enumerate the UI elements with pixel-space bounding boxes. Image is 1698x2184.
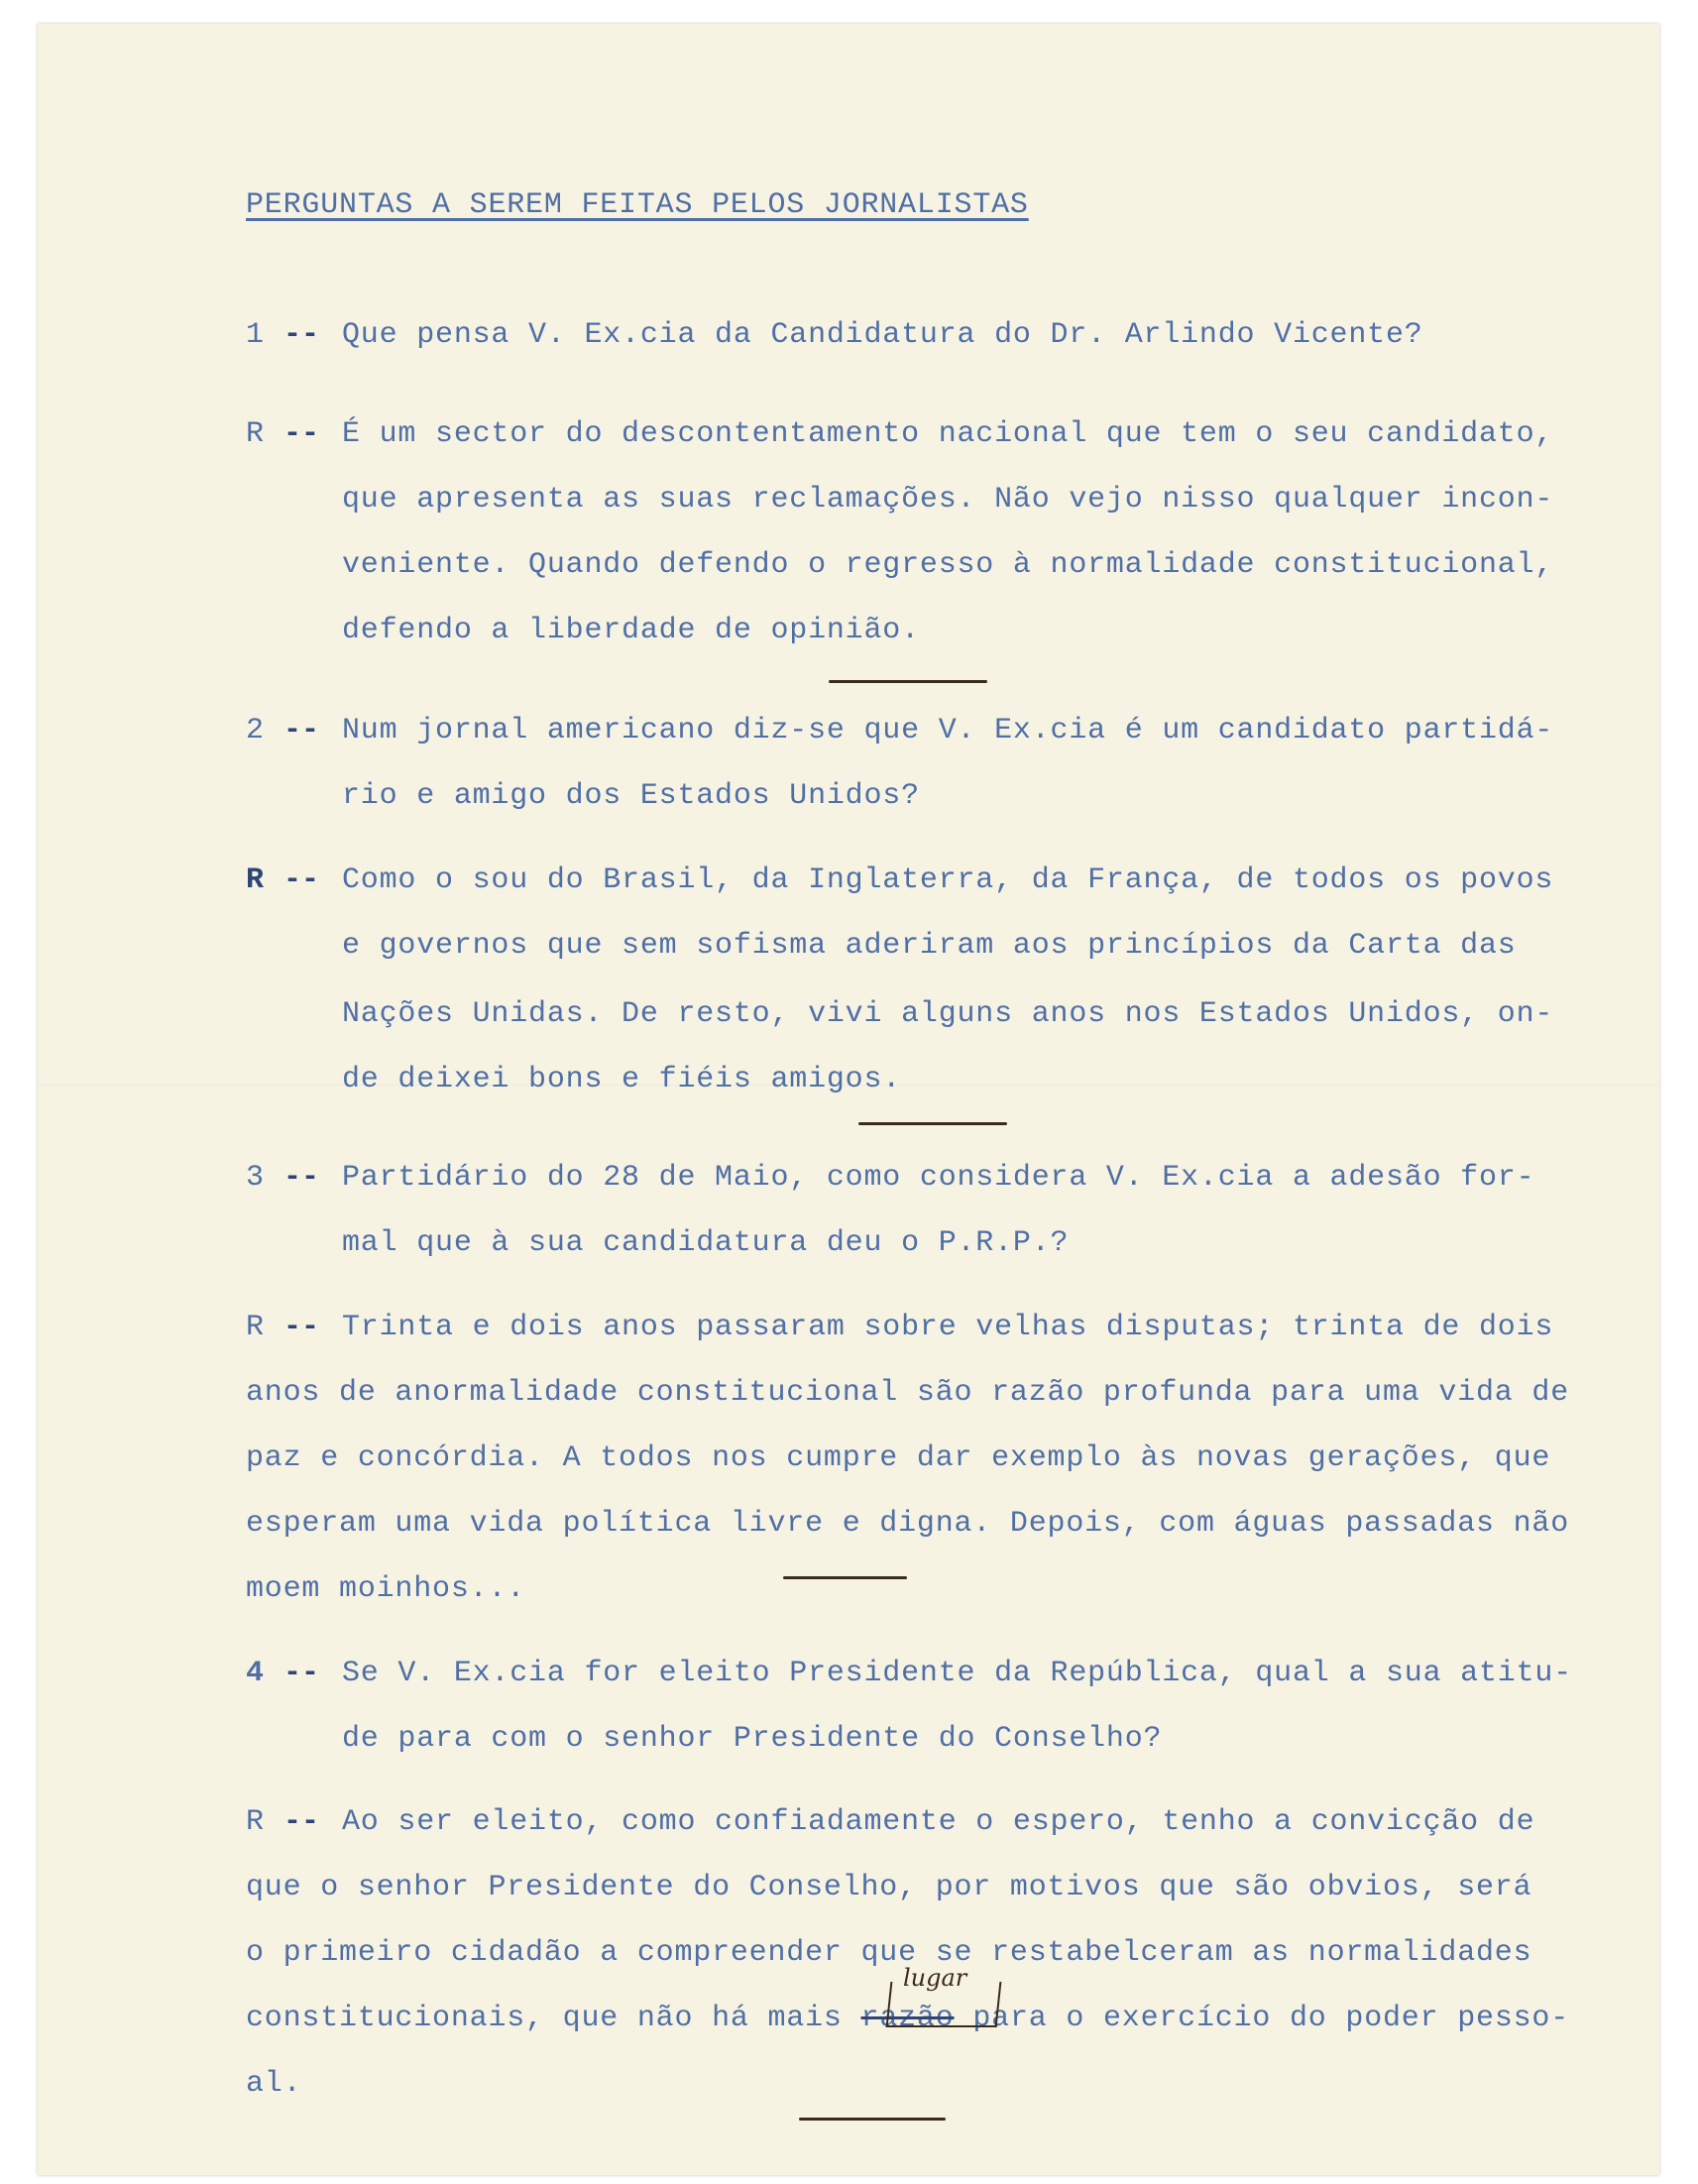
question-line: Partidário do 28 de Maio, como considera V. Ex.cia a adesão for- [342, 1161, 1535, 1195]
document-title: PERGUNTAS A SEREM FEITAS PELOS JORNALISTAS [246, 188, 1029, 222]
separator-stroke [799, 2118, 946, 2121]
answer-line: Como o sou do Brasil, da Inglaterra, da França, de todos os povos [342, 863, 1554, 897]
dash-mark: -- [283, 417, 320, 451]
answer-line: defendo a liberdade de opinião. [342, 614, 920, 647]
question-number: 1 [246, 318, 265, 352]
dash-mark: -- [283, 1161, 320, 1195]
answer-line: al. [246, 2067, 302, 2101]
question-line: rio e amigo dos Estados Unidos? [342, 779, 920, 813]
question-number: 2 [246, 714, 265, 747]
answer-segment: para o exercício do poder pesso- [972, 2002, 1570, 2035]
answer-segment: constitucionais, que não há mais [246, 2002, 843, 2035]
answer-line: moem moinhos... [246, 1572, 526, 1606]
separator-stroke [783, 1576, 907, 1579]
question-line: mal que à sua candidatura deu o P.R.P.? [342, 1226, 1070, 1260]
answer-label: R [246, 1805, 265, 1839]
answer-line: É um sector do descontentamento nacional que tem o seu candidato, [342, 417, 1554, 451]
answer-line: e governos que sem sofisma aderiram aos princípios da Carta das [342, 929, 1517, 963]
answer-line: esperam uma vida política livre e digna. Depois, com águas passadas não [246, 1507, 1570, 1541]
separator-stroke [829, 680, 987, 683]
dash-mark: -- [283, 1805, 320, 1839]
answer-label: R [246, 863, 265, 897]
question-line: Num jornal americano diz-se que V. Ex.cia é um candidato partidá- [342, 714, 1554, 747]
answer-line: Trinta e dois anos passaram sobre velhas disputas; trinta de dois [342, 1311, 1554, 1344]
answer-line: anos de anormalidade constitucional são razão profunda para uma vida de [246, 1376, 1570, 1410]
question-number: 3 [246, 1161, 265, 1195]
dash-mark: -- [283, 714, 320, 747]
answer-line: Ao ser eleito, como confiadamente o espero, tenho a convicção de [342, 1805, 1535, 1839]
answer-label: R [246, 417, 265, 451]
document-page [38, 24, 1659, 2175]
separator-stroke [858, 1122, 1007, 1125]
question-line: Que pensa V. Ex.cia da Candidatura do Dr. Arlindo Vicente? [342, 318, 1423, 352]
dash-mark: -- [283, 318, 320, 352]
answer-line: veniente. Quando defendo o regresso à normalidade constitucional, [342, 548, 1554, 582]
answer-line: que o senhor Presidente do Conselho, por motivos que são obvios, será [246, 1871, 1532, 1904]
struck-word: razão [860, 2002, 955, 2035]
question-number: 4 [246, 1657, 265, 1690]
question-line: Se V. Ex.cia for eleito Presidente da República, qual a sua atitu- [342, 1657, 1572, 1690]
handwritten-insertion: lugar [903, 1964, 967, 1992]
dash-mark: -- [283, 1657, 320, 1690]
answer-label: R [246, 1311, 265, 1344]
answer-line: o primeiro cidadão a compreender que se restabelceram as normalidades [246, 1936, 1532, 1970]
answer-line: de deixei bons e fiéis amigos. [342, 1063, 902, 1096]
answer-line: que apresenta as suas reclamações. Não vejo nisso qualquer incon- [342, 483, 1554, 517]
dash-mark: -- [283, 1311, 320, 1344]
dash-mark: -- [283, 863, 320, 897]
answer-line: paz e concórdia. A todos nos cumpre dar exemplo às novas gerações, que [246, 1441, 1551, 1475]
question-line: de para com o senhor Presidente do Conselho? [342, 1722, 1163, 1756]
answer-line: Nações Unidas. De resto, vivi alguns anos nos Estados Unidos, on- [342, 997, 1554, 1031]
